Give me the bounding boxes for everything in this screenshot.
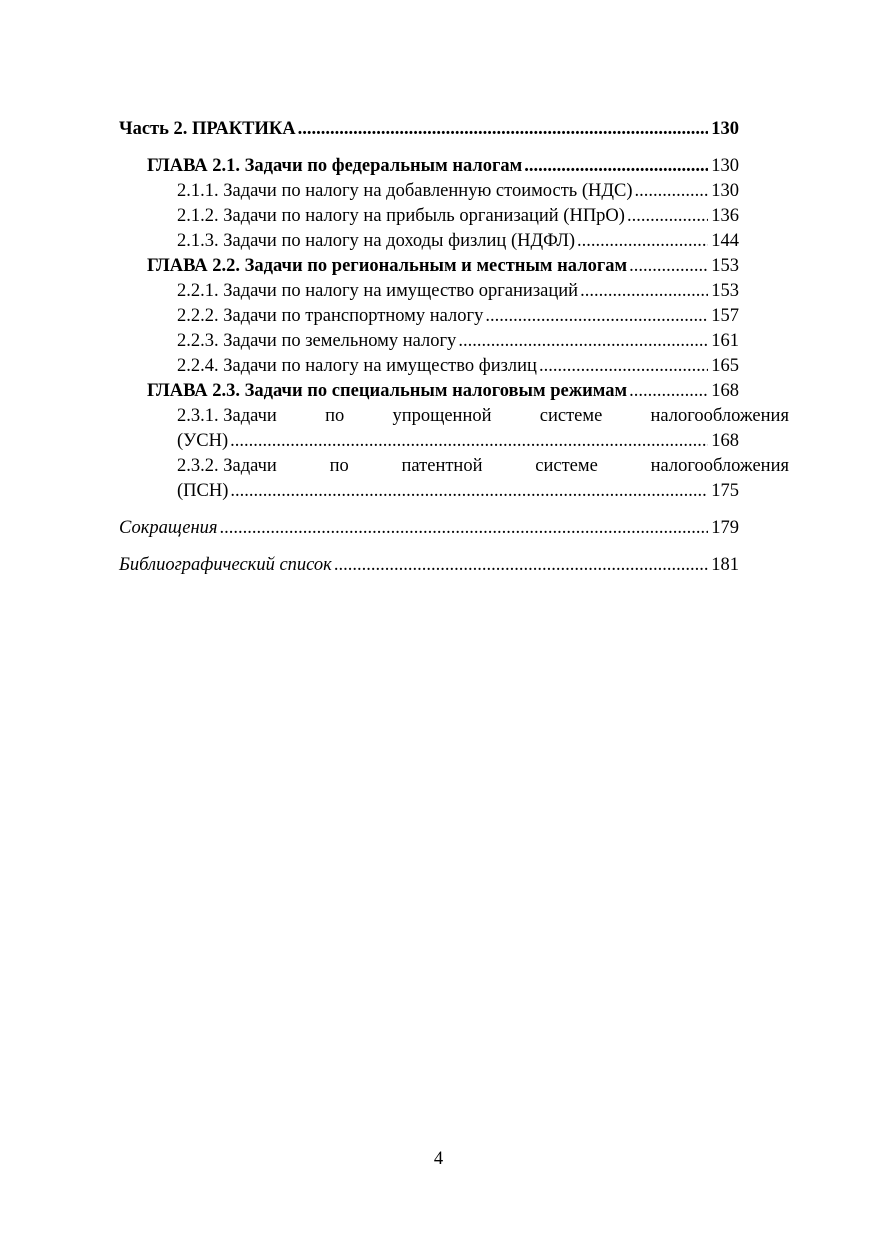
- toc-entry-page: 130: [711, 156, 739, 176]
- toc-word: 2.3.1. Задачи: [177, 406, 277, 426]
- page-number: 4: [433, 1149, 444, 1169]
- toc-entry-section-2-3-1[interactable]: [119, 404, 789, 454]
- toc-entry-section-2-2-2[interactable]: [119, 304, 739, 329]
- toc-entry-page: 181: [711, 555, 739, 575]
- dot-leader: [629, 254, 708, 279]
- toc-entry-title: 2.2.2. Задачи по транспортному налогу: [177, 306, 484, 326]
- toc-entry-section-2-1-3[interactable]: [119, 229, 739, 254]
- dot-leader: [230, 479, 708, 504]
- toc-entry-title: 2.2.3. Задачи по земельному налогу: [177, 331, 457, 351]
- toc-word: упрощенной: [392, 406, 492, 426]
- toc-entry-page: 165: [711, 356, 739, 376]
- toc-entry-title: Библиографический список: [119, 555, 332, 575]
- toc-entry-title: (УСН): [177, 431, 229, 451]
- toc-entry-continuation: [119, 479, 739, 504]
- toc-entry-title: 2.2.4. Задачи по налогу на имущество физлиц: [177, 356, 537, 376]
- toc-word: по: [325, 406, 345, 426]
- toc-word: патентной: [401, 456, 483, 476]
- toc-entry-page: 153: [711, 256, 739, 276]
- toc-entry-page: 168: [711, 381, 739, 401]
- dot-leader: [580, 279, 708, 304]
- toc-entry-page: 179: [711, 518, 739, 538]
- toc-entry-page: 130: [711, 181, 739, 201]
- toc-entry-title: 2.1.1. Задачи по налогу на добавленную стоимость (НДС): [177, 181, 633, 201]
- toc-entry-chapter-2-2[interactable]: [119, 254, 739, 279]
- toc-entry-continuation: [119, 429, 739, 454]
- toc-entry-page: 144: [711, 231, 739, 251]
- toc-entry-title: ГЛАВА 2.3. Задачи по специальным налоговым режимам: [147, 381, 628, 401]
- toc-word: системе: [535, 456, 598, 476]
- dot-leader: [220, 516, 709, 541]
- toc-entry-page: 161: [711, 331, 739, 351]
- toc-entry-title: 2.2.1. Задачи по налогу на имущество организаций: [177, 281, 579, 301]
- toc-word: 2.3.2. Задачи: [177, 456, 277, 476]
- toc-entry-title-line: [119, 454, 789, 479]
- toc-entry-page: 136: [711, 206, 739, 226]
- toc-entry-page: 168: [711, 431, 739, 451]
- toc-entry-section-2-3-2[interactable]: [119, 454, 789, 504]
- toc-entry-section-2-2-4[interactable]: [119, 354, 739, 379]
- toc-entry-section-2-1-2[interactable]: [119, 204, 739, 229]
- dot-leader: [334, 553, 708, 578]
- dot-leader: [230, 429, 708, 454]
- dot-leader: [485, 304, 708, 329]
- toc-entry-page: 130: [711, 119, 739, 139]
- toc-entry-abbreviations[interactable]: [119, 516, 739, 541]
- dot-leader: [577, 229, 708, 254]
- dot-leader: [298, 117, 709, 142]
- toc-entry-section-2-2-3[interactable]: [119, 329, 739, 354]
- toc-entry-title: ГЛАВА 2.1. Задачи по федеральным налогам: [147, 156, 523, 176]
- toc-entry-page: 157: [711, 306, 739, 326]
- toc-entry-chapter-2-1[interactable]: [119, 154, 739, 179]
- toc-word: налогообложения: [650, 456, 789, 476]
- dot-leader: [635, 179, 709, 204]
- toc-entry-section-2-2-1[interactable]: [119, 279, 739, 304]
- toc-entry-section-2-1-1[interactable]: [119, 179, 739, 204]
- dot-leader: [629, 379, 708, 404]
- toc-entry-title: 2.1.3. Задачи по налогу на доходы физлиц (НДФЛ): [177, 231, 576, 251]
- toc-entry-title: ГЛАВА 2.2. Задачи по региональным и местным налогам: [147, 256, 628, 276]
- toc-word: системе: [539, 406, 603, 426]
- toc-entry-part-2[interactable]: [119, 117, 739, 142]
- dot-leader: [539, 354, 708, 379]
- toc-entry-title: (ПСН): [177, 481, 229, 501]
- dot-leader: [627, 204, 708, 229]
- toc-entry-bibliography[interactable]: [119, 553, 739, 578]
- dot-leader: [458, 329, 708, 354]
- toc-entry-title: Сокращения: [119, 518, 218, 538]
- toc-entry-page: 175: [711, 481, 739, 501]
- toc-word: по: [329, 456, 349, 476]
- toc-entry-title-line: [119, 404, 789, 429]
- toc-entry-page: 153: [711, 281, 739, 301]
- toc-entry-title: 2.1.2. Задачи по налогу на прибыль организаций (НПрО): [177, 206, 625, 226]
- toc-entry-chapter-2-3[interactable]: [119, 379, 739, 404]
- toc-word: налогообложения: [650, 406, 789, 426]
- table-of-contents: [119, 117, 789, 578]
- dot-leader: [524, 154, 708, 179]
- toc-entry-title: Часть 2. ПРАКТИКА: [119, 119, 296, 139]
